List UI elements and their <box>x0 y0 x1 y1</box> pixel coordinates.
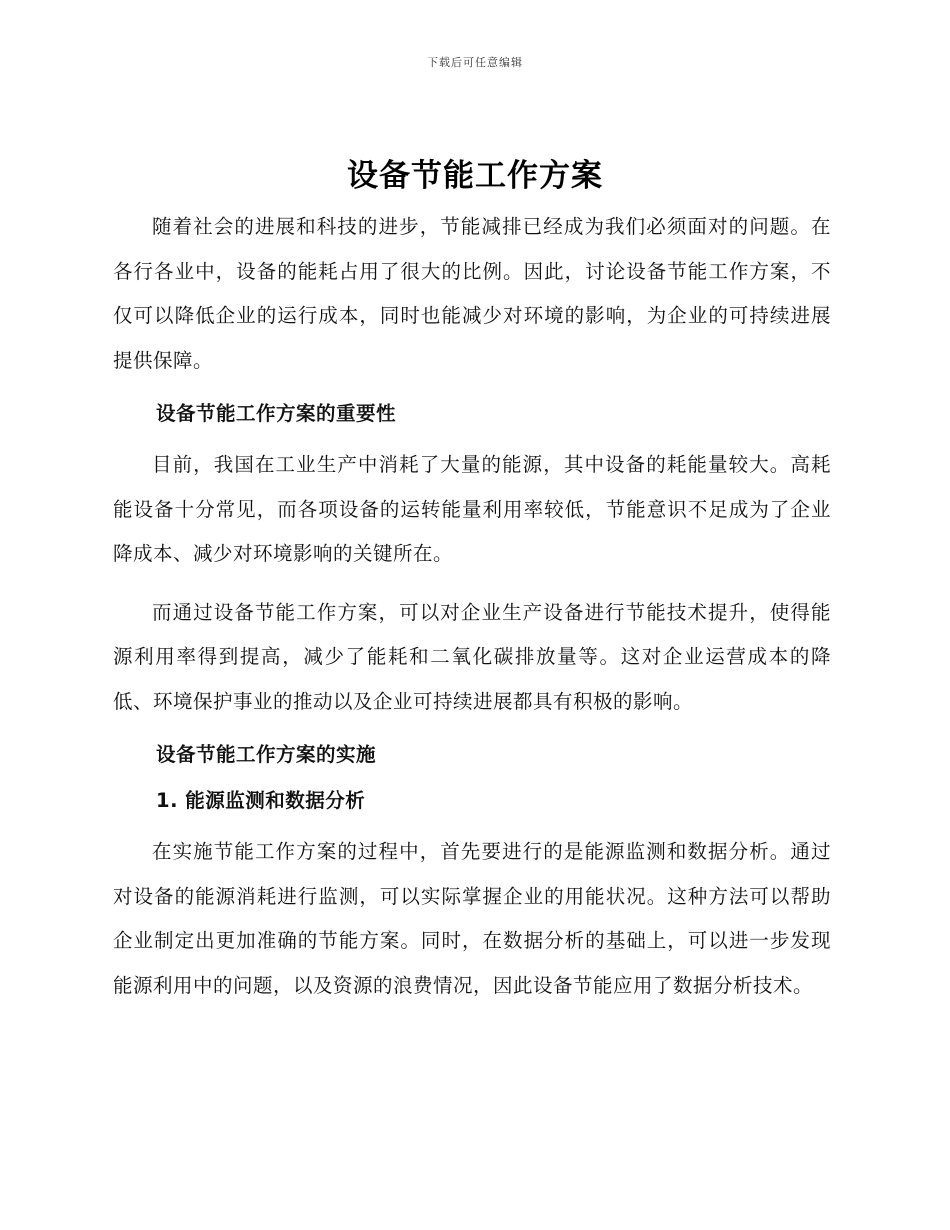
section-heading-importance: 设备节能工作方案的重要性 <box>156 402 397 425</box>
importance-paragraph-1: 目前，我国在工业生产中消耗了大量的能源，其中设备的耗能量较大。高耗能设备十分常见，而各项设备的运转能量利用率较低，节能意识不足成为了企业降成本、减少对环境影响的关键所在。 <box>113 453 831 565</box>
importance-paragraph-2: 而通过设备节能工作方案，可以对企业生产设备进行节能技术提升，使得能源利用率得到提高，减少了能耗和二氧化碳排放量等。这对企业运营成本的降低、环境保护事业的推动以及企业可持续进展都具有积极的影响。 <box>113 600 831 713</box>
implementation-paragraph-1: 在实施节能工作方案的过程中，首先要进行的是能源监测和数据分析。通过对设备的能源消耗进行监测，可以实际掌握企业的用能状况。这种方法可以帮助企业制定出更加准确的节能方案。同时，在数据分析的基础上，可以进一步发现能源利用中的问题，以及资源的浪费情况，因此设备节能应用了数据分析技术。 <box>113 840 831 997</box>
section-heading-implementation: 设备节能工作方案的实施 <box>156 743 377 766</box>
document-title: 设备节能工作方案 <box>347 158 603 194</box>
intro-paragraph: 随着社会的进展和科技的进步，节能减排已经成为我们必须面对的问题。在各行各业中，设备的能耗占用了很大的比例。因此，讨论设备节能工作方案，不仅可以降低企业的运行成本，同时也能减少对环境的影响，为企业的可持续进展提供保障。 <box>113 215 831 372</box>
header-note: 下载后可任意编辑 <box>427 56 523 69</box>
subheading-energy-monitoring: 1. 能源监测和数据分析 <box>156 789 366 812</box>
document-body <box>113 205 831 1008</box>
